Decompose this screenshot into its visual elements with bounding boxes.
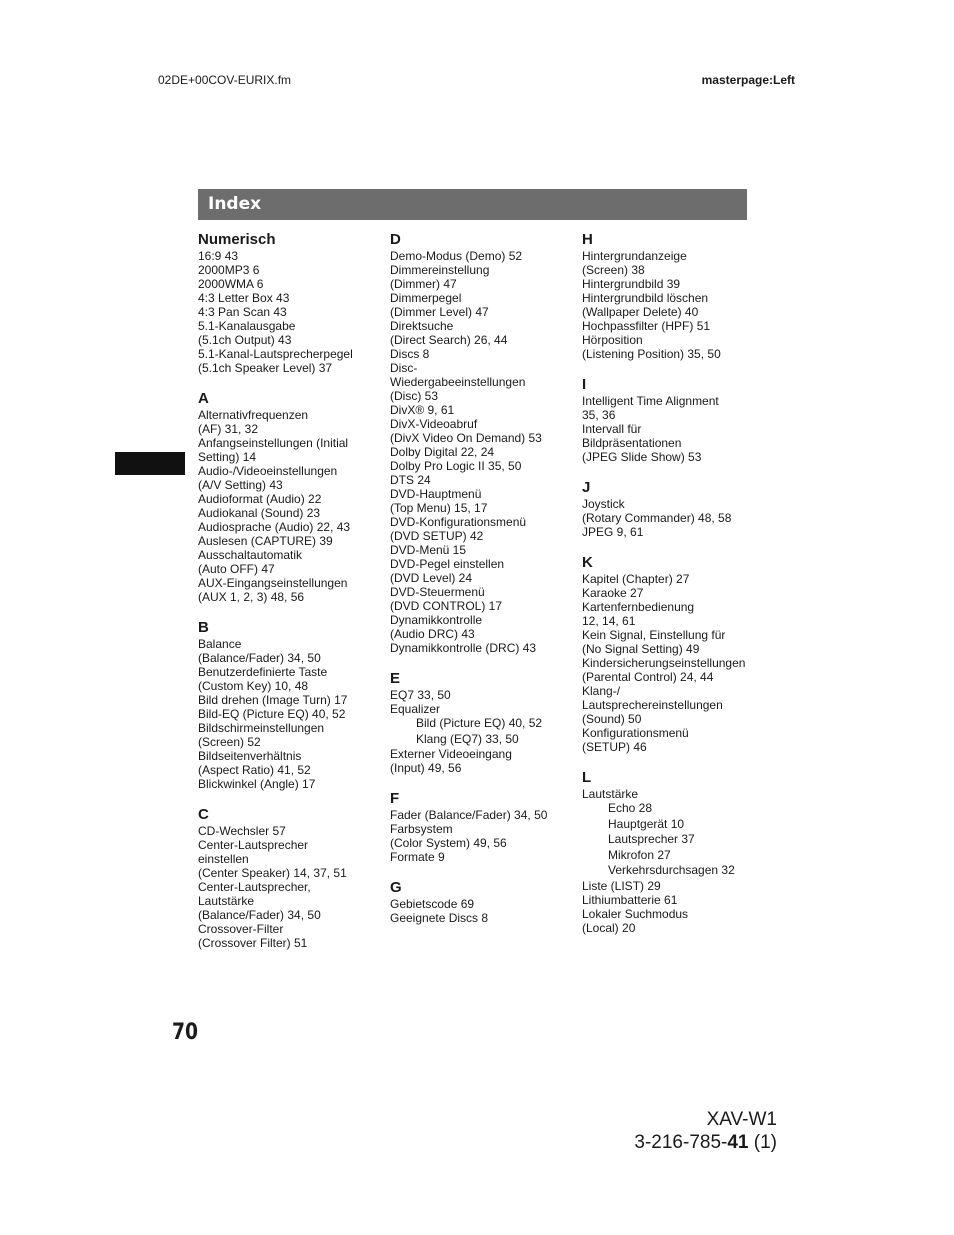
index-entry: Hochpassfilter (HPF) 51 [582,319,711,333]
model-code-prefix: 3-216-785- [634,1132,728,1153]
index-entry: DivX® 9, 61 [390,403,455,417]
section-heading: F [390,790,400,807]
index-entry: Alternativfrequenzen [198,408,309,422]
index-entry: Bild drehen (Image Turn) 17 [198,693,348,707]
index-entry: Dolby Pro Logic II 35, 50 [390,459,522,473]
index-entry: Formate 9 [390,850,445,864]
index-entry: Audiokanal (Sound) 23 [198,506,321,520]
index-entry: Intelligent Time Alignment [582,394,719,408]
index-entry: (5.1ch Output) 43 [198,333,292,347]
index-entry: (Screen) 38 [582,263,645,277]
index-entry: DVD-Pegel einstellen [390,557,505,571]
header-filename: 02DE+00COV-EURIX.fm [158,73,292,87]
index-entry: 4:3 Pan Scan 43 [198,305,287,319]
index-section [582,479,762,539]
index-entry: DVD-Konfigurationsmenü [390,515,527,529]
index-entry: (Dimmer) 47 [390,277,457,291]
index-section [582,231,762,361]
index-entry: (Listening Position) 35, 50 [582,347,721,361]
index-entry: (Wallpaper Delete) 40 [582,305,699,319]
section-heading: C [198,806,209,823]
index-entry: Dynamikkontrolle [390,613,483,627]
index-subentry: Bild (Picture EQ) 40, 52 [416,716,543,730]
index-entry: (DVD CONTROL) 17 [390,599,503,613]
index-entry: (AF) 31, 32 [198,422,259,436]
index-entry: Bild-EQ (Picture EQ) 40, 52 [198,707,346,721]
index-entry: (Audio DRC) 43 [390,627,475,641]
index-entry: (SETUP) 46 [582,740,647,754]
index-entry: (Screen) 52 [198,735,261,749]
index-entry: Gebietscode 69 [390,897,475,911]
index-entry: (Rotary Commander) 48, 58 [582,511,732,525]
index-entry: Lautsprechereinstellungen [582,698,723,712]
index-entry: Lithiumbatterie 61 [582,892,678,907]
section-heading: K [582,554,593,571]
index-column-3 [582,231,762,950]
index-entry: Bildpräsentationen [582,436,682,450]
index-entry: Joystick [582,497,625,511]
index-entry: Equalizer [390,702,441,716]
index-entry: (DVD Level) 24 [390,571,473,585]
index-section [582,376,762,464]
index-entry: Auslesen (CAPTURE) 39 [198,534,333,548]
index-entry: (Custom Key) 10, 48 [198,679,309,693]
section-heading: Numerisch [198,231,276,248]
index-entry: Bildseitenverhältnis [198,749,302,763]
section-heading: L [582,769,592,786]
index-entry: DVD-Steuermenü [390,585,485,599]
section-heading: A [198,390,209,407]
side-tab-marker [115,452,185,475]
index-entry: Audio-/Videoeinstellungen [198,464,338,478]
index-entry: EQ7 33, 50 [390,688,451,702]
index-entry: (No Signal Setting) 49 [582,642,700,656]
index-entry: Intervall für [582,422,642,436]
index-entry: DVD-Menü 15 [390,543,467,557]
index-entry: (Balance/Fader) 34, 50 [198,908,321,922]
index-entry: (Parental Control) 24, 44 [582,670,714,684]
index-entry: (AUX 1, 2, 3) 48, 56 [198,590,305,604]
index-entry: DivX-Videoabruf [390,417,478,431]
section-heading: B [198,619,209,636]
index-section [198,806,378,950]
model-code-bold: 41 [727,1132,749,1153]
index-section [390,231,570,655]
index-section [582,769,762,935]
index-entry: Setting) 14 [198,450,257,464]
index-entry: (DivX Video On Demand) 53 [390,431,542,445]
index-entry: (A/V Setting) 43 [198,478,283,492]
index-entry: Dynamikkontrolle (DRC) 43 [390,641,537,655]
index-entry: (Top Menu) 15, 17 [390,501,488,515]
section-heading: H [582,231,593,248]
index-entry: Fader (Balance/Fader) 34, 50 [390,808,548,822]
index-entry: Kein Signal, Einstellung für [582,628,726,642]
index-entry: DVD-Hauptmenü [390,487,482,501]
index-section [582,554,762,754]
index-entry: Discs 8 [390,347,430,361]
index-subentry: Mikrofon 27 [608,847,671,862]
model-code-suffix: (1) [748,1132,777,1153]
index-entry: Kartenfernbedienung [582,600,695,614]
index-entry: Anfangseinstellungen (Initial [198,436,349,450]
index-entry: 16:9 43 [198,249,239,263]
index-entry: Kapitel (Chapter) 27 [582,572,690,586]
index-subentry: Hauptgerät 10 [608,816,685,831]
index-entry: Hintergrundanzeige [582,249,687,263]
index-entry: Bildschirmeinstellungen [198,721,325,735]
index-subentry: Lautsprecher 37 [608,832,695,846]
index-entry: Center-Lautsprecher, [198,880,311,894]
index-entry: Geeignete Discs 8 [390,911,489,925]
index-entry: (Center Speaker) 14, 37, 51 [198,866,347,880]
section-heading: I [582,376,587,393]
index-entry: Audioformat (Audio) 22 [198,492,322,506]
index-column-2 [390,231,570,940]
index-entry: Karaoke 27 [582,586,644,600]
index-entry: (Aspect Ratio) 41, 52 [198,763,311,777]
index-entry: Dimmerpegel [390,291,462,305]
index-entry: einstellen [198,852,249,866]
model-block [634,1108,777,1154]
index-entry: 5.1-Kanal-Lautsprecherpegel [198,347,353,361]
index-subentry: Verkehrsdurchsagen 32 [608,863,735,877]
index-subentry: Klang (EQ7) 33, 50 [416,731,519,746]
index-section [390,670,570,775]
index-entry: Dimmereinstellung [390,263,490,277]
index-entry: (Color System) 49, 56 [390,836,507,850]
index-entry: Hörposition [582,333,643,347]
index-entry: (Input) 49, 56 [390,761,462,775]
index-entry: Hintergrundbild löschen [582,291,709,305]
index-entry: 4:3 Letter Box 43 [198,291,290,305]
index-entry: Klang-/ [582,684,621,698]
index-entry: CD-Wechsler 57 [198,824,286,838]
index-entry: (Auto OFF) 47 [198,562,275,576]
index-section [390,879,570,925]
index-entry: DTS 24 [390,473,431,487]
index-entry: (Balance/Fader) 34, 50 [198,651,321,665]
section-heading: J [582,479,591,496]
index-entry: (5.1ch Speaker Level) 37 [198,361,333,375]
index-entry: JPEG 9, 61 [582,525,644,539]
index-entry: Farbsystem [390,822,453,836]
index-entry: Dolby Digital 22, 24 [390,445,495,459]
index-entry: Lautstärke [198,894,255,908]
index-subentry: Echo 28 [608,801,653,815]
index-section [198,390,378,604]
model-code [634,1131,777,1154]
header-masterpage: masterpage:Left [701,73,795,87]
page-number: 70 [172,1020,199,1045]
index-entry: Crossover-Filter [198,922,284,936]
index-column-1 [198,231,378,965]
section-heading: D [390,231,401,248]
index-entry: Balance [198,637,242,651]
index-entry: AUX-Eingangseinstellungen [198,576,348,590]
index-entry: Ausschaltautomatik [198,548,303,562]
index-entry: (DVD SETUP) 42 [390,529,484,543]
section-heading: E [390,670,401,687]
index-title: Index [208,194,262,214]
index-entry: Demo-Modus (Demo) 52 [390,249,523,263]
section-heading: G [390,879,402,896]
index-section [198,231,378,375]
index-entry: (Sound) 50 [582,712,642,726]
index-entry: (Crossover Filter) 51 [198,936,308,950]
index-title-banner [198,189,747,220]
index-entry: Liste (LIST) 29 [582,878,661,893]
index-entry: Benutzerdefinierte Taste [198,665,328,679]
index-entry: (Disc) 53 [390,389,439,403]
index-entry: (Local) 20 [582,920,636,935]
index-entry: Externer Videoeingang [390,747,512,761]
index-entry: Blickwinkel (Angle) 17 [198,777,316,791]
index-entry: 2000WMA 6 [198,277,264,291]
index-entry: 5.1-Kanalausgabe [198,319,296,333]
index-entry: Konfigurationsmenü [582,726,689,740]
model-name: XAV-W1 [706,1109,777,1130]
index-section [390,790,570,864]
index-entry: Hintergrundbild 39 [582,277,681,291]
index-entry: (Direct Search) 26, 44 [390,333,508,347]
index-section [198,619,378,791]
index-entry: Wiedergabeeinstellungen [390,375,526,389]
index-entry: 12, 14, 61 [582,614,636,628]
index-entry: Center-Lautsprecher [198,838,309,852]
index-entry: Direktsuche [390,319,454,333]
index-entry: 35, 36 [582,408,616,422]
index-entry: 2000MP3 6 [198,263,260,277]
index-entry: Disc- [390,361,418,375]
index-entry: (JPEG Slide Show) 53 [582,450,702,464]
index-entry: Lautstärke [582,787,639,801]
index-entry: Kindersicherungseinstellungen [582,656,746,670]
index-entry: Lokaler Suchmodus [582,906,689,921]
index-entry: Audiosprache (Audio) 22, 43 [198,520,351,534]
index-entry: (Dimmer Level) 47 [390,305,489,319]
